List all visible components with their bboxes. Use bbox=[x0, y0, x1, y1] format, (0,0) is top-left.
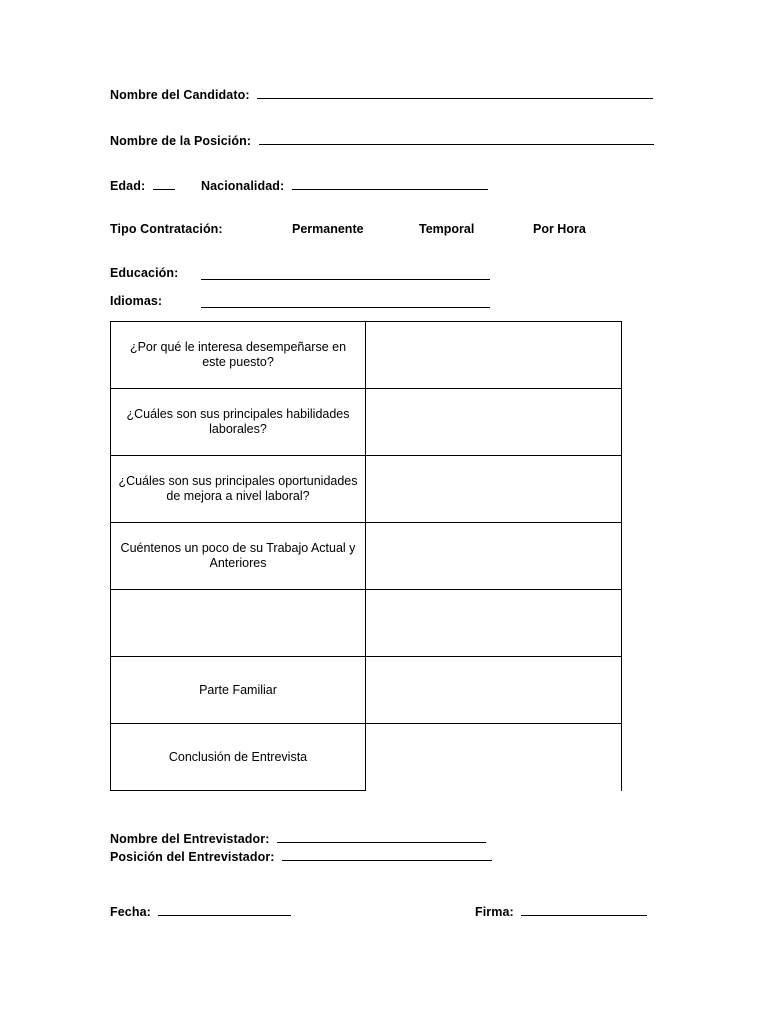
education-field[interactable] bbox=[201, 267, 490, 280]
question-cell: Cuéntenos un poco de su Trabajo Actual y Anteriores bbox=[111, 523, 366, 590]
contract-option-permanent[interactable]: Permanente bbox=[292, 222, 364, 236]
interview-questions-table bbox=[110, 321, 622, 791]
answer-cell[interactable] bbox=[366, 389, 622, 456]
table-row bbox=[111, 590, 622, 657]
signature-label: Firma: bbox=[475, 905, 514, 919]
answer-cell[interactable] bbox=[366, 322, 622, 389]
age-field[interactable] bbox=[153, 177, 175, 190]
question-cell: Parte Familiar bbox=[111, 657, 366, 724]
position-name-row bbox=[110, 132, 654, 148]
answer-cell[interactable] bbox=[366, 456, 622, 523]
date-field[interactable] bbox=[158, 903, 291, 916]
nationality-row bbox=[201, 177, 488, 193]
table-row bbox=[111, 456, 622, 523]
signature-field[interactable] bbox=[521, 903, 647, 916]
languages-field[interactable] bbox=[201, 295, 490, 308]
question-cell: Conclusión de Entrevista bbox=[111, 724, 366, 791]
contract-option-hourly[interactable]: Por Hora bbox=[533, 222, 586, 236]
date-label: Fecha: bbox=[110, 905, 151, 919]
languages-label: Idiomas: bbox=[110, 294, 163, 308]
question-cell bbox=[111, 590, 366, 657]
answer-cell[interactable] bbox=[366, 724, 622, 791]
candidate-name-field[interactable] bbox=[257, 86, 653, 99]
question-cell: ¿Por qué le interesa desempeñarse en este puesto? bbox=[111, 322, 366, 389]
interviewer-name-label: Nombre del Entrevistador: bbox=[110, 832, 270, 846]
answer-cell[interactable] bbox=[366, 590, 622, 657]
interviewer-position-field[interactable] bbox=[282, 848, 492, 861]
interviewer-name-row bbox=[110, 830, 486, 846]
date-row bbox=[110, 903, 291, 919]
table-row bbox=[111, 322, 622, 389]
position-name-label: Nombre de la Posición: bbox=[110, 134, 252, 148]
position-name-field[interactable] bbox=[259, 132, 654, 145]
candidate-name-row bbox=[110, 86, 653, 102]
signature-row bbox=[475, 903, 647, 919]
interviewer-position-row bbox=[110, 848, 492, 864]
nationality-field[interactable] bbox=[292, 177, 488, 190]
table-row bbox=[111, 523, 622, 590]
question-cell: ¿Cuáles son sus principales oportunidades de mejora a nivel laboral? bbox=[111, 456, 366, 523]
contract-type-label: Tipo Contratación: bbox=[110, 222, 223, 236]
table-row bbox=[111, 389, 622, 456]
answer-cell[interactable] bbox=[366, 523, 622, 590]
question-cell: ¿Cuáles son sus principales habilidades laborales? bbox=[111, 389, 366, 456]
interviewer-position-label: Posición del Entrevistador: bbox=[110, 850, 275, 864]
nationality-label: Nacionalidad: bbox=[201, 179, 285, 193]
table-row bbox=[111, 657, 622, 724]
education-label: Educación: bbox=[110, 266, 179, 280]
contract-option-temporary[interactable]: Temporal bbox=[419, 222, 475, 236]
answer-cell[interactable] bbox=[366, 657, 622, 724]
candidate-name-label: Nombre del Candidato: bbox=[110, 88, 250, 102]
interviewer-name-field[interactable] bbox=[277, 830, 486, 843]
age-label: Edad: bbox=[110, 179, 146, 193]
age-row bbox=[110, 177, 175, 193]
table-row bbox=[111, 724, 622, 791]
